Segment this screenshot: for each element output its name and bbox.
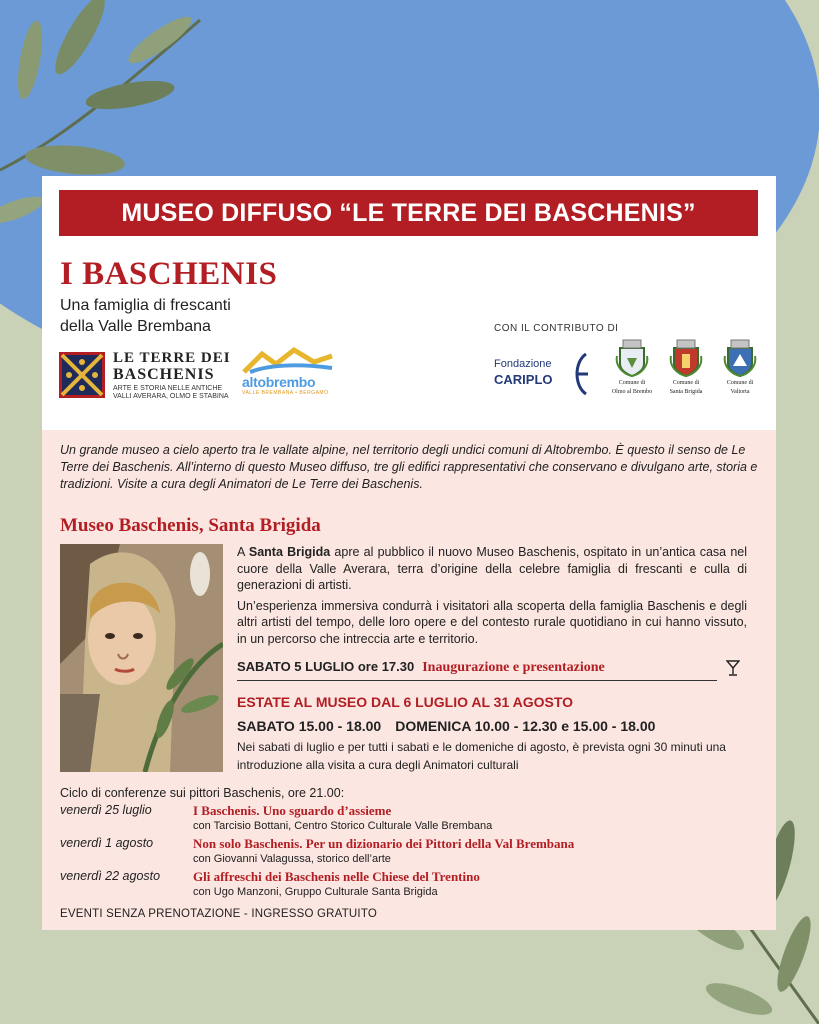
terre-logo-line-2: BASCHENIS bbox=[113, 366, 215, 383]
comune-santa-brigida-line-2: Santa Brigida bbox=[669, 389, 703, 395]
cocktail-glass-icon bbox=[726, 660, 740, 676]
conferences-heading: Ciclo di conferenze sui pittori Baschenis, ore 21.00: bbox=[60, 786, 345, 800]
desc-rest: apre al pubblico il nuovo Museo Baschenis, ospitato in un’antica casa nel cuore della Valle Averara, terra d’origine della celebre famiglia di frescanti e culla di generazioni di artisti. bbox=[237, 545, 748, 592]
visit-note: Nei sabati di luglio e per tutti i sabati e le domeniche di agosto, è prevista ogni 30 minuti una introduzione alla visita a cura degli Animatori culturali bbox=[237, 740, 726, 772]
comune-santa-brigida-line-1: Comune di bbox=[672, 380, 700, 386]
comune-olmo-line-1: Comune di bbox=[618, 380, 646, 386]
hours-sunday: DOMENICA 10.00 - 12.30 e 15.00 - 18.00 bbox=[395, 718, 656, 734]
conference-date: venerdì 22 agosto bbox=[60, 869, 161, 883]
hours-saturday: SABATO 15.00 - 18.00 bbox=[237, 718, 382, 734]
section-title: Museo Baschenis, Santa Brigida bbox=[60, 515, 321, 536]
conference-speaker: con Tarcisio Bottani, Centro Storico Culturale Valle Brembana bbox=[193, 820, 493, 832]
subtitle bbox=[60, 295, 320, 337]
coat-of-arms-icon bbox=[669, 336, 703, 378]
comune-valtorta-line-1: Comune di bbox=[726, 380, 754, 386]
contributors-label: CON IL CONTRIBUTO DI bbox=[494, 323, 619, 334]
comune-olmo-logo bbox=[602, 336, 662, 396]
description-paragraph-2: Un’esperienza immersiva condurrà i visitatori alla scoperta della famiglia Baschenis e degli altri artisti del tempo, delle loro opere e del contesto rurale quotidiano in cui hanno vissuto, in un percorso che intreccia arte e territorio. bbox=[237, 598, 747, 646]
opening-line bbox=[237, 659, 717, 681]
cariplo-logo bbox=[494, 352, 614, 396]
page-title: I BASCHENIS bbox=[60, 256, 278, 292]
opening-hours bbox=[237, 718, 655, 734]
conference-speaker: con Giovanni Valagussa, storico dell’arte bbox=[193, 853, 391, 865]
comune-olmo-line-2: Olmo al Brembo bbox=[611, 389, 653, 395]
poster-card bbox=[42, 176, 776, 930]
terre-baschenis-logo bbox=[59, 350, 259, 400]
terre-tagline-1: ARTE E STORIA NELLE ANTICHE bbox=[113, 385, 223, 392]
comune-valtorta-line-2: Valtorta bbox=[730, 389, 750, 395]
conference-title: Non solo Baschenis. Per un dizionario dei Pittori della Val Brembana bbox=[193, 836, 575, 851]
cariplo-line-2: CARIPLO bbox=[494, 372, 553, 387]
subtitle-line-1: Una famiglia di frescanti bbox=[60, 297, 231, 314]
conference-date: venerdì 1 agosto bbox=[60, 836, 154, 850]
altobrembo-logo bbox=[242, 346, 337, 398]
opening-date: SABATO 5 LUGLIO ore 17.30 bbox=[237, 659, 415, 674]
altobrembo-wave-icon bbox=[242, 346, 334, 374]
conference-title: Gli affreschi dei Baschenis nelle Chiese del Trentino bbox=[193, 869, 480, 884]
desc-prefix: A bbox=[237, 545, 249, 559]
coat-of-arms-icon bbox=[723, 336, 757, 378]
terre-logo-line-1: LE TERRE DEI bbox=[113, 350, 231, 366]
intro-paragraph: Un grande museo a cielo aperto tra le vallate alpine, nel territorio degli undici comuni di Altobrembo. È questo il senso de Le Terre dei Baschenis. All’interno di questo Museo diffuso, tre gli edifici rappresentativi che conservano e divulgano arte, storia e tradizioni. Visite a cura degli Animatori de Le Terre dei Baschenis. bbox=[60, 443, 758, 491]
terre-tagline-2: VALLI AVERARA, OLMO E STABINA bbox=[113, 393, 229, 400]
cariplo-line-1: Fondazione bbox=[494, 358, 552, 370]
conference-speaker: con Ugo Manzoni, Gruppo Culturale Santa Brigida bbox=[193, 886, 438, 898]
description-paragraph-1 bbox=[237, 544, 747, 594]
header-banner: MUSEO DIFFUSO “LE TERRE DEI BASCHENIS” bbox=[59, 190, 758, 236]
conference-title: I Baschenis. Uno sguardo d’assieme bbox=[193, 803, 392, 818]
fresco-painting-image bbox=[60, 544, 223, 772]
comune-valtorta-logo bbox=[710, 336, 770, 396]
coat-of-arms-icon bbox=[615, 336, 649, 378]
conference-date: venerdì 25 luglio bbox=[60, 803, 152, 817]
museum-description bbox=[237, 544, 747, 647]
terre-logo-tagline bbox=[113, 385, 263, 401]
comune-santa-brigida-logo bbox=[656, 336, 716, 396]
opening-label: Inaugurazione e presentazione bbox=[422, 660, 605, 675]
cariplo-mark-icon bbox=[570, 352, 592, 396]
subtitle-line-2: della Valle Brembana bbox=[60, 318, 211, 335]
baschenis-emblem-icon bbox=[59, 352, 105, 398]
footer-note: EVENTI SENZA PRENOTAZIONE - INGRESSO GRATUITO bbox=[60, 908, 377, 920]
summer-title: ESTATE AL MUSEO DAL 6 LUGLIO AL 31 AGOSTO bbox=[237, 694, 574, 710]
desc-place: Santa Brigida bbox=[248, 545, 331, 559]
altobrembo-name: altobrembo bbox=[242, 374, 316, 390]
altobrembo-sub: VALLE BREMBANA • BERGAMO bbox=[242, 390, 329, 396]
